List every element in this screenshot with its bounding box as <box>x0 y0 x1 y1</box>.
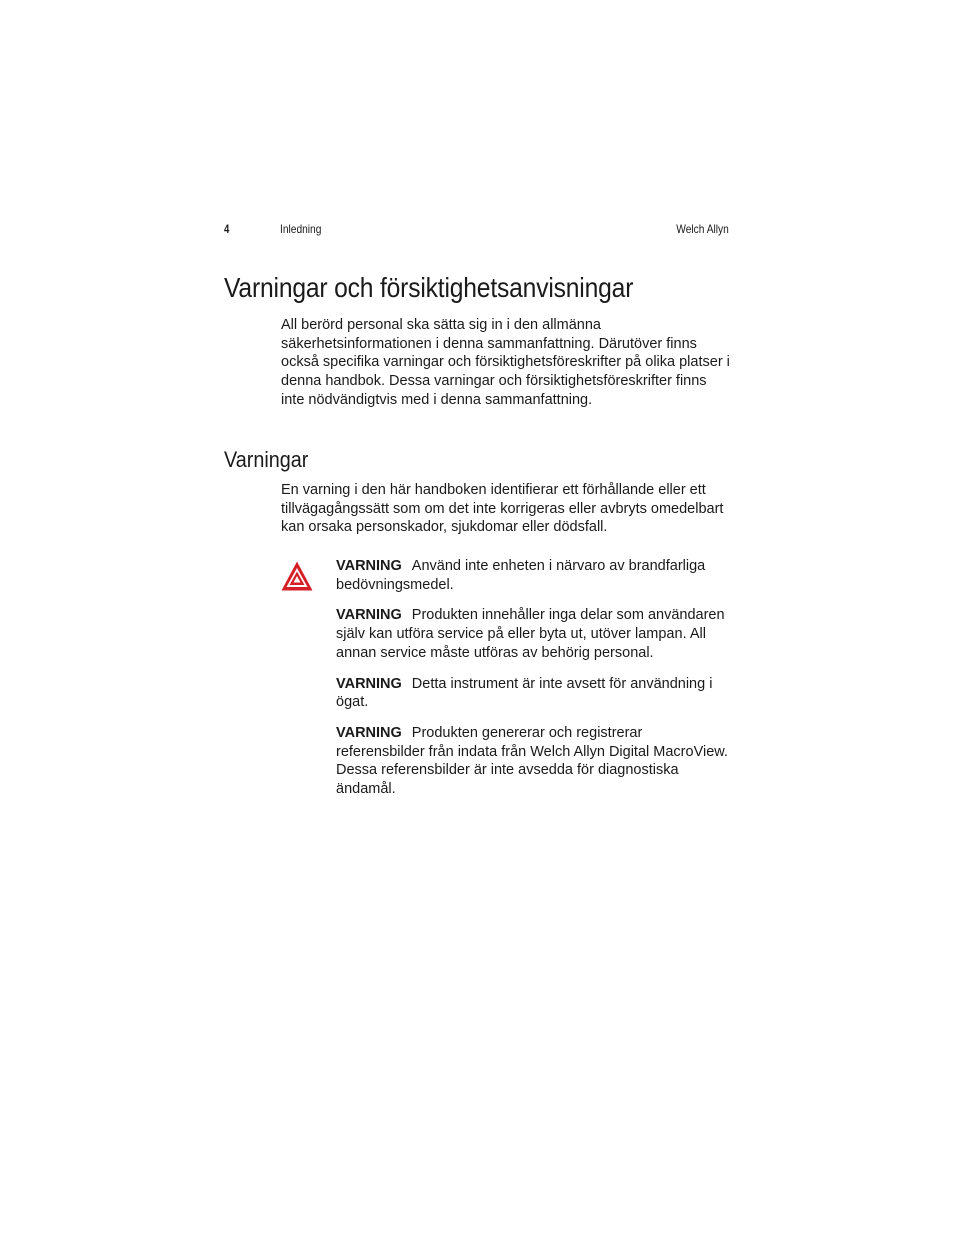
page-header <box>224 220 729 240</box>
warning-text: Detta instrument är inte avsett för användning i ögat. <box>336 675 713 711</box>
page-title: Varningar och försiktighetsanvisningar <box>224 272 634 303</box>
warning-text: Använd inte enheten i närvaro av brandfarliga bedövningsmedel. <box>336 558 706 593</box>
warning-text: Produkten innehåller inga delar som användaren själv kan utföra service på eller byta ut, utöver lampan. All annan service måste utföras av behörig personal. <box>336 607 725 661</box>
warning-triangle-icon <box>280 560 314 592</box>
warning-item <box>336 606 731 662</box>
page-number: 4 <box>224 222 230 236</box>
intro-paragraph: All berörd personal ska sätta sig in i den allmänna säkerhetsinformationen i denna sammanfattning. Därutöver finns också specifika varningar och försiktighetsföreskrifter på olika platser i denna handbok. Dessa varningar och försiktighetsföreskrifter finns inte nödvändigtvis med i denna sammanfattning. <box>281 317 730 408</box>
running-section-title: Inledning <box>280 222 322 236</box>
warning-label: VARNING <box>336 558 402 574</box>
warning-label: VARNING <box>336 607 402 624</box>
warning-label: VARNING <box>336 724 402 741</box>
warning-list <box>336 557 731 811</box>
warnings-heading: Varningar <box>224 447 309 472</box>
warning-label: VARNING <box>336 675 402 692</box>
warning-item <box>336 724 731 799</box>
warning-item <box>336 675 731 712</box>
running-company-name: Welch Allyn <box>676 222 729 236</box>
warning-text: Produkten genererar och registrerar referensbilder från indata från Welch Allyn Digital MacroView. Dessa referensbilder är inte avsedda för diagnostiska ändamål. <box>336 724 728 798</box>
warning-item <box>336 557 731 594</box>
warnings-intro-paragraph: En varning i den här handboken identifierar ett förhållande eller ett tillvägagångssätt som om det inte korrigeras eller avbryts omedelbart kan orsaka personskador, sjukdomar eller dödsfall. <box>281 482 724 536</box>
